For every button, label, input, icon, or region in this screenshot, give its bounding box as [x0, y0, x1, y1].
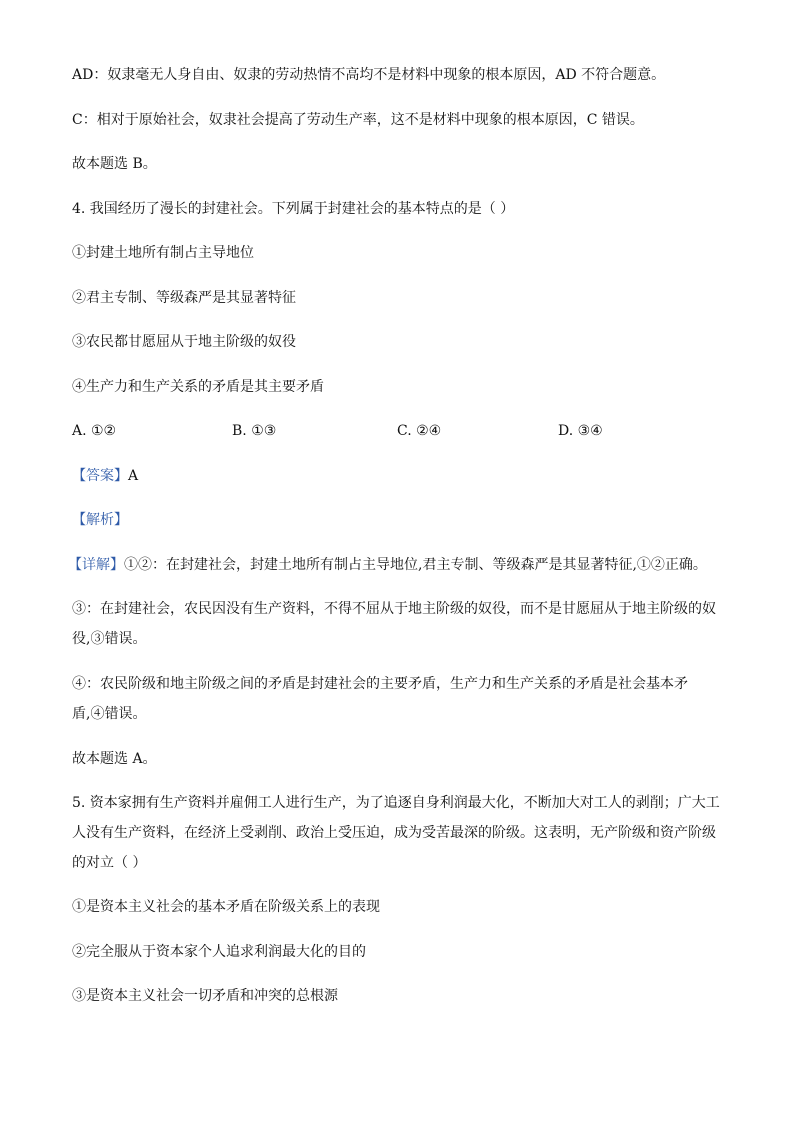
- analysis-heading: [72, 510, 128, 530]
- analysis-label: 【解析】: [72, 512, 128, 528]
- statement-2: ②完全服从于资本家个人追求利润最大化的目的: [72, 944, 366, 960]
- statement-1: ①是资本主义社会的基本矛盾在阶级关系上的表现: [72, 899, 380, 915]
- statement-4: ④生产力和生产关系的矛盾是其主要矛盾: [72, 379, 324, 395]
- detail-label: 【详解】: [68, 557, 124, 573]
- statement-2: ②君主专制、等级森严是其显著特征: [72, 290, 296, 306]
- answer-line: [72, 466, 138, 486]
- detail-line: [68, 555, 707, 575]
- text-line: 故本题选 B。: [72, 156, 157, 172]
- answer-options: [72, 421, 722, 441]
- question-5-stem: 5. 资本家拥有生产资料并雇佣工人进行生产，为了追逐自身利润最大化，不断加大对工人的剥削；广大工: [72, 795, 720, 811]
- option-d: D. ③④: [558, 423, 603, 439]
- statement-1: ①封建土地所有制占主导地位: [72, 245, 254, 261]
- text-line: C：相对于原始社会，奴隶社会提高了劳动生产率，这不是材料中现象的根本原因，C 错误。: [72, 112, 644, 128]
- option-c: C. ②④: [397, 423, 442, 439]
- question-5-stem: 人没有生产资料，在经济上受剥削、政治上受压迫，成为受苦最深的阶级。这表明，无产阶级和资产阶级: [72, 825, 716, 841]
- answer-label: 【答案】: [72, 468, 128, 484]
- option-a: A. ①②: [72, 423, 117, 439]
- answer-value: A: [128, 468, 139, 484]
- question-4-stem: 4. 我国经历了漫长的封建社会。下列属于封建社会的基本特点的是（ ）: [72, 201, 515, 217]
- detail-paragraph: 役,③错误。: [72, 631, 147, 647]
- detail-text: ①②：在封建社会，封建土地所有制占主导地位,君主专制、等级森严是其显著特征,①②正确。: [124, 557, 707, 573]
- question-5-stem: 的对立（ ）: [72, 855, 147, 871]
- detail-paragraph: ④：农民阶级和地主阶级之间的矛盾是封建社会的主要矛盾，生产力和生产关系的矛盾是社会基本矛: [72, 676, 688, 692]
- statement-3: ③是资本主义社会一切矛盾和冲突的总根源: [72, 988, 338, 1004]
- text-line: AD：奴隶毫无人身自由、奴隶的劳动热情不高均不是材料中现象的根本原因，AD 不符合题意。: [72, 67, 666, 83]
- detail-paragraph: ③：在封建社会，农民因没有生产资料，不得不屈从于地主阶级的奴役，而不是甘愿屈从于地主阶级的奴: [72, 601, 716, 617]
- option-b: B. ①③: [232, 423, 277, 439]
- statement-3: ③农民都甘愿屈从于地主阶级的奴役: [72, 334, 296, 350]
- detail-paragraph: 盾,④错误。: [72, 706, 147, 722]
- text-line: 故本题选 A。: [72, 751, 157, 767]
